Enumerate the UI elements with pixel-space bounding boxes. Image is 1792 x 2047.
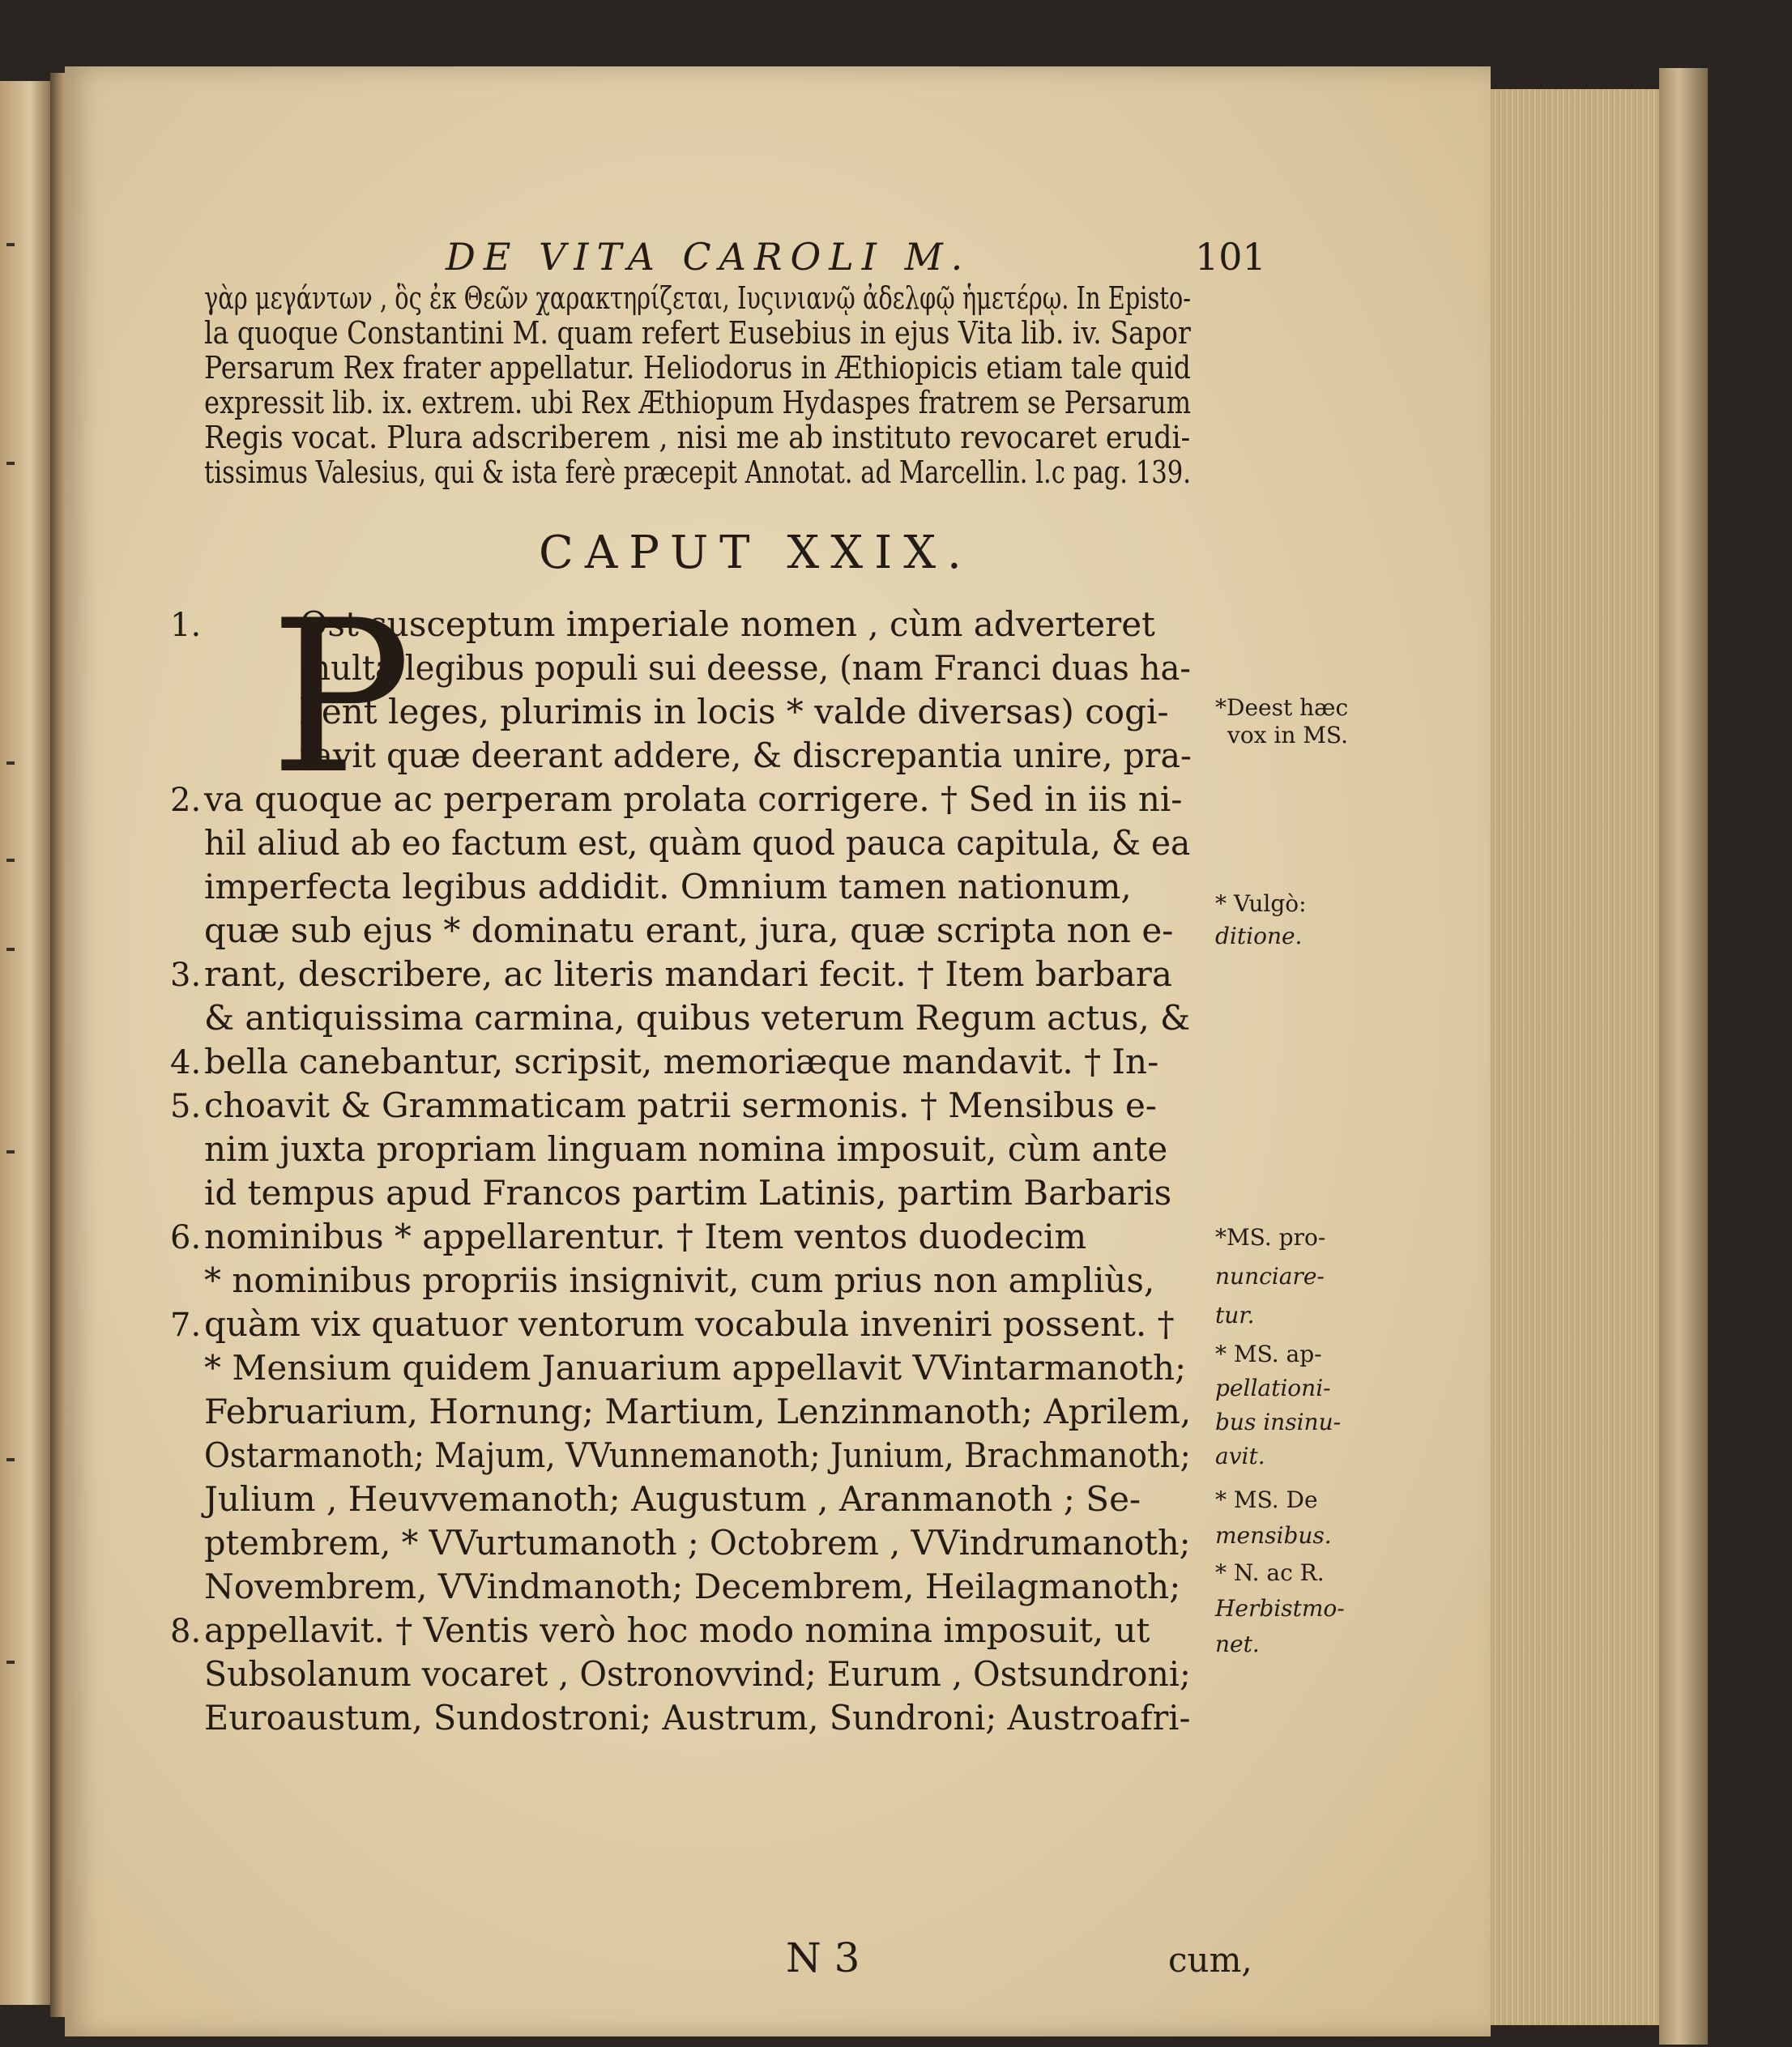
body-line-4: tavit quæ deerant addere, & discrepantia unire, pra-: [300, 736, 1192, 775]
body-line-12: choavit & Grammaticam patrii sermonis. † Mensibus e-: [204, 1085, 1157, 1125]
page-text: [65, 66, 1491, 2036]
body-line-15: nominibus * appellarentur. † Item ventos duodecim: [204, 1217, 1087, 1256]
preface-line-1: γὰρ μεγάντων , ὃς ἐκ Θεῶν χαρακτηρίζεται, Ιυςινιανῷ ἀδελφῷ ἡμετέρῳ. In Episto-: [204, 280, 1191, 316]
body-line-19: Februarium, Hornung; Martium, Lenzinmanoth; Aprilem,: [204, 1392, 1192, 1431]
body-line-11: bella canebantur, scripsit, memoriæque mandavit. † In-: [204, 1042, 1159, 1081]
running-title: DE VITA CAROLI M.: [446, 235, 971, 279]
margin-note-4: ditione.: [1215, 923, 1303, 949]
margin-note-13: mensibus.: [1215, 1522, 1332, 1549]
margin-note-8: * MS. ap-: [1215, 1341, 1322, 1367]
margin-note-3: * Vulgò:: [1215, 890, 1307, 917]
verse-number-7: 7.: [170, 1307, 202, 1344]
margin-note-15: Herbistmo-: [1215, 1595, 1345, 1622]
verse-number-8: 8.: [170, 1613, 202, 1650]
verse-number-2: 2.: [170, 782, 202, 819]
margin-note-16: net.: [1215, 1631, 1260, 1657]
verse-number-4: 4.: [170, 1044, 202, 1081]
margin-note-5: *MS. pro-: [1215, 1224, 1326, 1251]
body-line-3: bent leges, plurimis in locis * valde diversas) cogi-: [300, 692, 1169, 731]
body-line-24: appellavit. † Ventis verò hoc modo nomina imposuit, ut: [204, 1610, 1150, 1650]
book-page: [65, 66, 1491, 2036]
body-line-21: Julium , Heuvvemanoth; Augustum , Aranmanoth ; Se-: [204, 1479, 1141, 1519]
facing-page-edge: [0, 81, 50, 2005]
body-line-18: * Mensium quidem Januarium appellavit VVintarmanoth;: [204, 1348, 1187, 1388]
margin-note-10: bus insinu-: [1215, 1409, 1342, 1435]
margin-note-9: pellationi-: [1215, 1375, 1331, 1401]
body-line-8: quæ sub ejus * dominatu erant, jura, quæ scripta non e-: [204, 910, 1174, 950]
margin-note-1: *Deest hæc: [1215, 694, 1349, 721]
margin-note-2: vox in MS.: [1227, 722, 1349, 748]
body-line-25: Subsolanum vocaret , Ostronovvind; Eurum , Ostsundroni;: [204, 1654, 1191, 1694]
body-line-9: rant, describere, ac literis mandari fecit. † Item barbara: [204, 954, 1172, 994]
verse-number-1: 1.: [170, 607, 202, 644]
body-line-23: Novembrem, VVindmanoth; Decembrem, Heilagmanoth;: [204, 1567, 1181, 1606]
body-line-7: imperfecta legibus addidit. Omnium tamen nationum,: [204, 867, 1132, 906]
body-line-20: Ostarmanoth; Majum, VVunnemanoth; Junium, Brachmanoth;: [204, 1435, 1191, 1475]
book-cover-board: [1659, 68, 1708, 2045]
margin-note-6: nunciare-: [1215, 1263, 1325, 1290]
page-number: 101: [1195, 235, 1266, 279]
verse-number-3: 3.: [170, 957, 202, 994]
verse-number-6: 6.: [170, 1219, 202, 1256]
body-line-2: multa legibus populi sui deesse, (nam Franci duas ha-: [300, 648, 1191, 688]
body-line-1: Ost susceptum imperiale nomen , cùm adverteret: [300, 604, 1155, 644]
preface-line-6: tissimus Valesius, qui & ista ferè præcepit Annotat. ad Marcellin. l.c pag. 139.: [204, 454, 1192, 490]
page-edges: [1474, 89, 1661, 2025]
body-line-6: hil aliud ab eo factum est, quàm quod pauca capitula, & ea: [204, 823, 1191, 863]
signature-mark: N 3: [786, 1934, 860, 1981]
chapter-title: CAPUT XXIX.: [539, 527, 973, 579]
verse-number-5: 5.: [170, 1088, 202, 1125]
body-line-10: & antiquissima carmina, quibus veterum Regum actus, &: [204, 998, 1191, 1038]
preface-line-2: la quoque Constantini M. quam refert Eusebius in ejus Vita lib. iv. Sapor: [204, 315, 1191, 351]
margin-note-12: * MS. De: [1215, 1486, 1318, 1513]
body-line-17: quàm vix quatuor ventorum vocabula inveniri possent. †: [204, 1304, 1175, 1344]
body-line-14: id tempus apud Francos partim Latinis, partim Barbaris: [204, 1173, 1172, 1213]
catchword: cum,: [1168, 1940, 1252, 1980]
body-line-13: nim juxta propriam linguam nomina imposuit, cùm ante: [204, 1129, 1168, 1169]
drop-cap-initial: P: [270, 576, 412, 821]
preface-line-5: Regis vocat. Plura adscriberem , nisi me ab instituto revocaret erudi-: [204, 420, 1191, 455]
margin-note-11: avit.: [1215, 1443, 1265, 1469]
body-line-22: ptembrem, * VVurtumanoth ; Octobrem , VVindrumanoth;: [204, 1523, 1191, 1563]
margin-note-14: * N. ac R.: [1215, 1559, 1325, 1586]
body-line-26: Euroaustum, Sundostroni; Austrum, Sundroni; Austroafri-: [204, 1698, 1191, 1738]
body-line-16: * nominibus propriis insignivit, cum prius non ampliùs,: [204, 1260, 1155, 1300]
preface-line-3: Persarum Rex frater appellatur. Heliodorus in Æthiopicis etiam tale quid: [204, 350, 1191, 386]
preface-line-4: expressit lib. ix. extrem. ubi Rex Æthiopum Hydaspes fratrem se Persarum: [204, 385, 1192, 420]
margin-note-7: tur.: [1215, 1302, 1255, 1328]
body-line-5: va quoque ac perperam prolata corrigere. † Sed in iis ni-: [204, 779, 1183, 819]
